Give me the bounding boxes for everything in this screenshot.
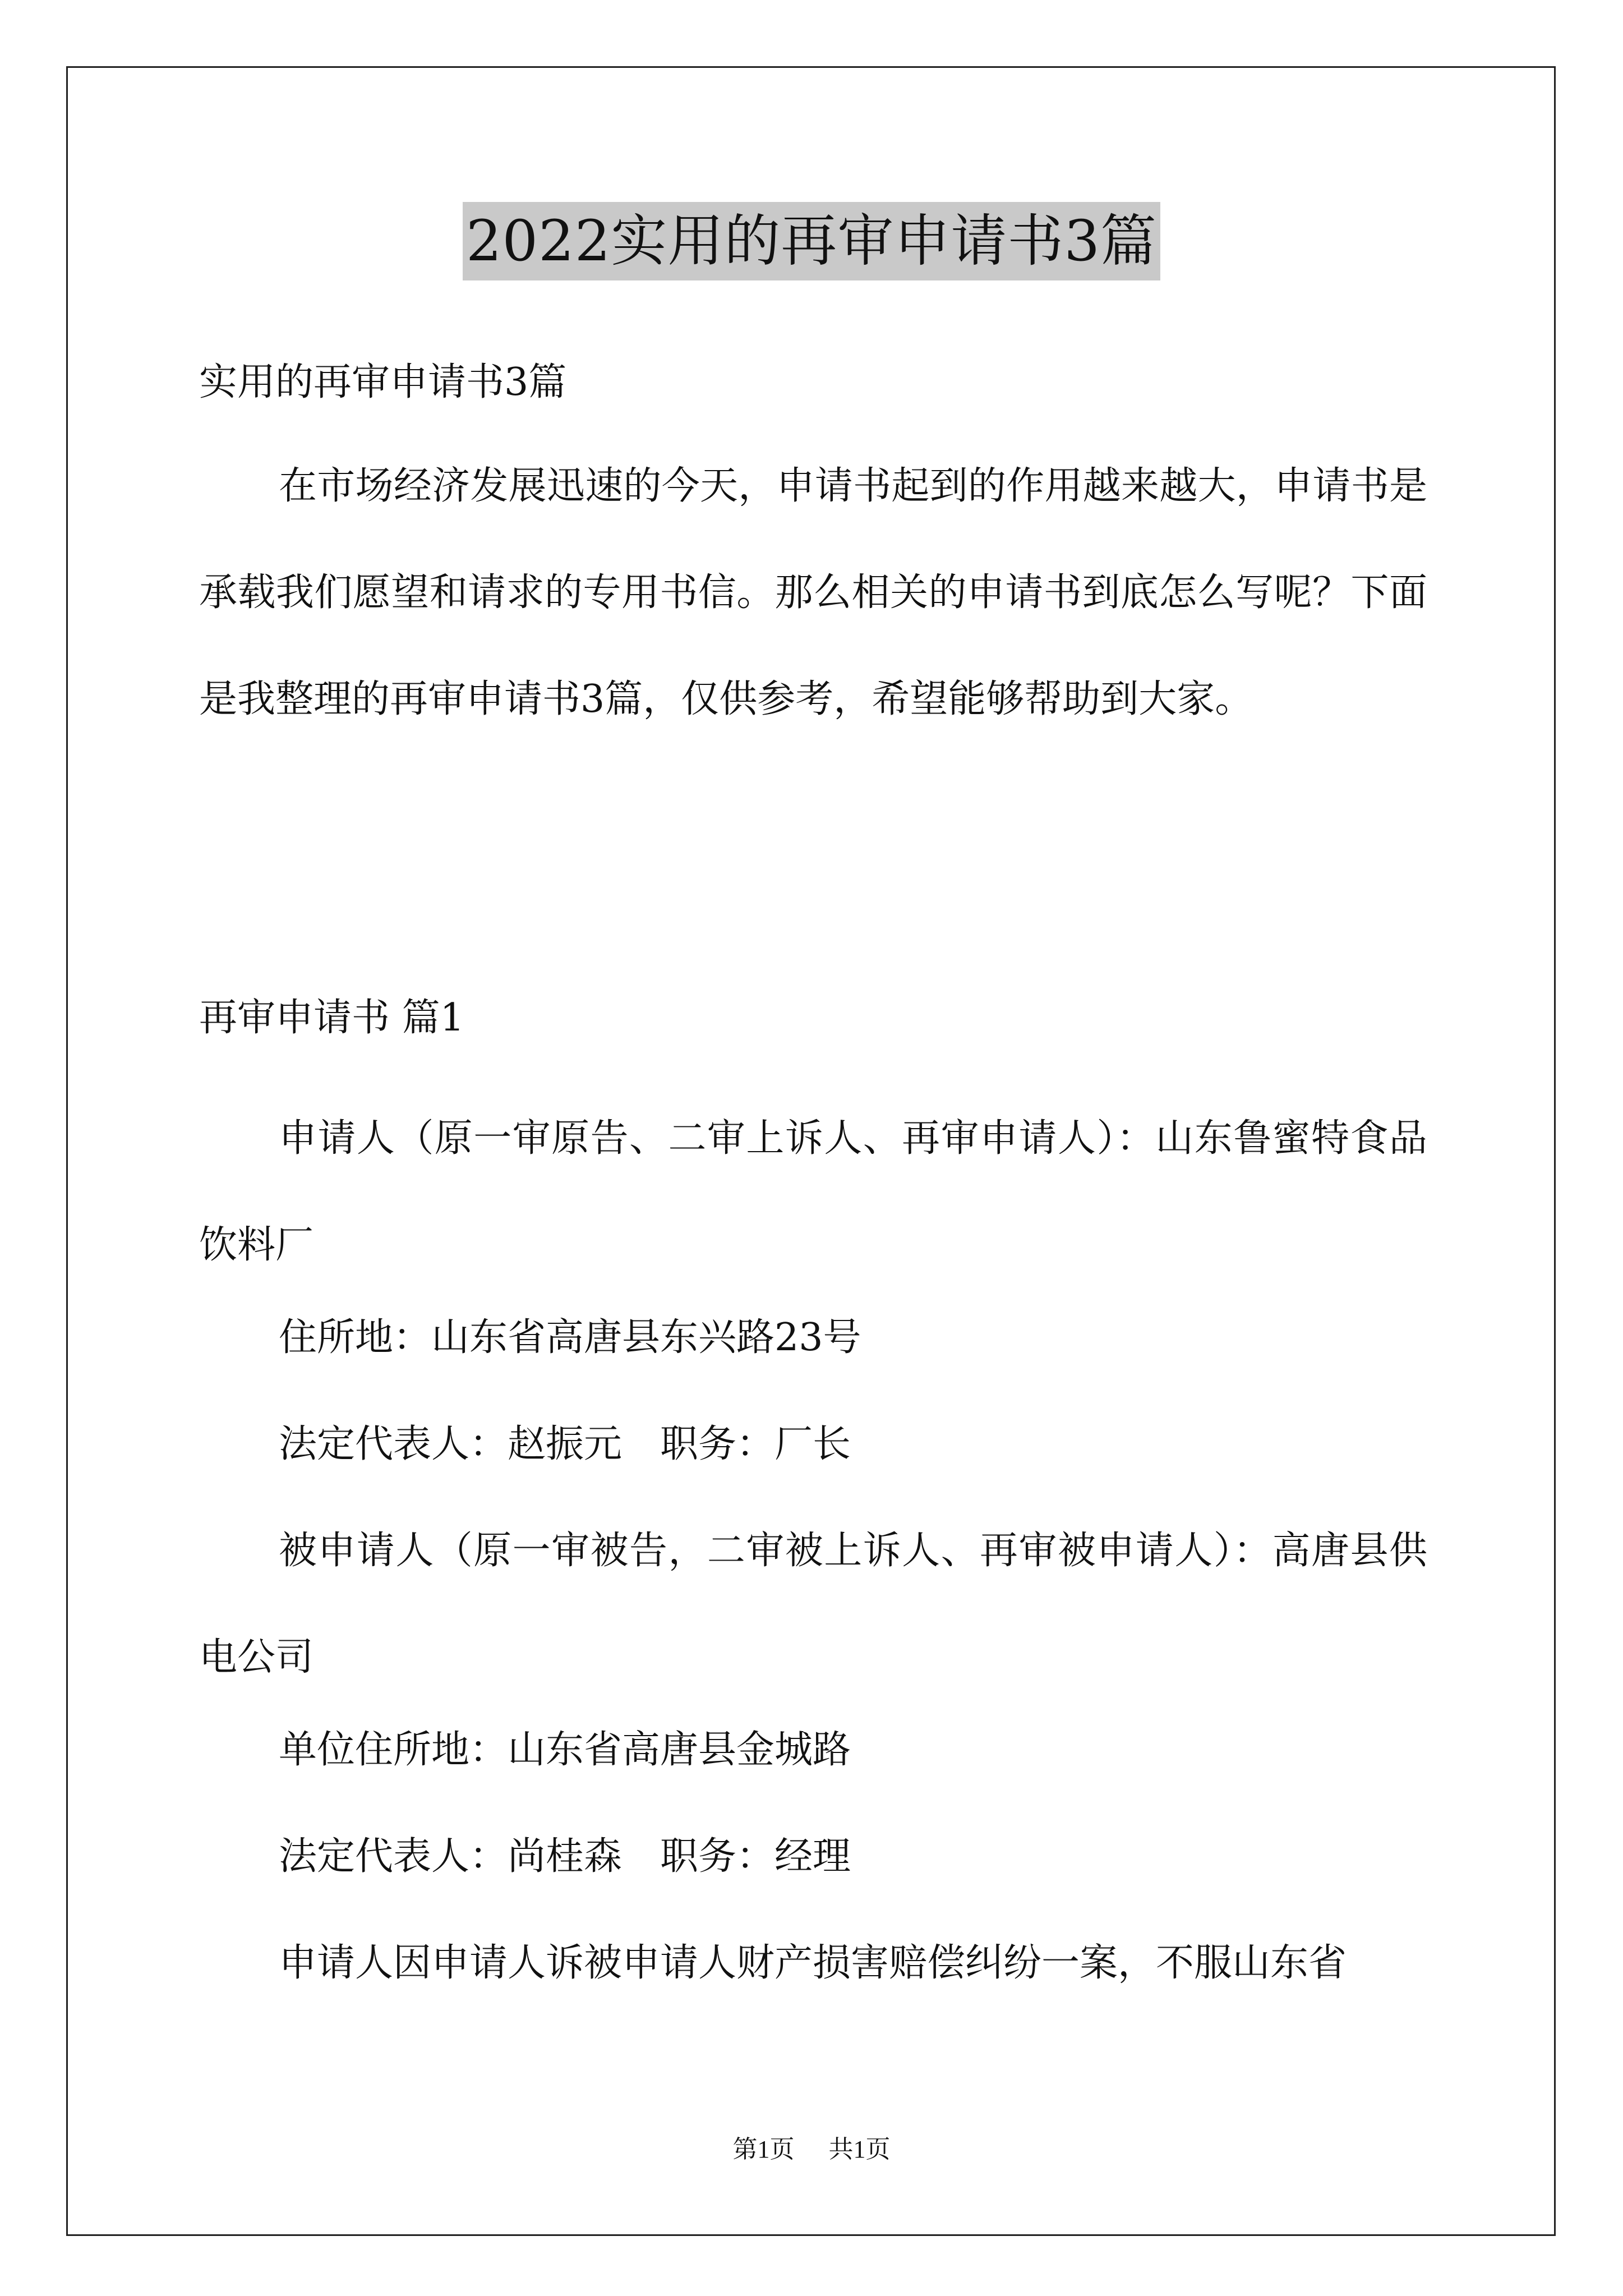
page-number: 第1页 — [732, 2136, 795, 2163]
respondent-address-line: 单位住所地：山东省高唐县金城路 — [279, 1728, 851, 1772]
legal-rep-line-1: 法定代表人：赵振元 职务：厂长 — [279, 1422, 851, 1466]
subtitle: 实用的再审申请书3篇 — [199, 360, 567, 404]
intro-paragraph: 在市场经济发展迅速的今天，申请书起到的作用越来越大，申请书是承载我们愿望和请求的专用书信。那么相关的申请书到底怎么写呢？下面是我整理的再审申请书3篇，仅供参考，希望能够帮助到大家。 — [199, 464, 1427, 721]
document-title: 2022实用的再审申请书3篇 — [463, 202, 1160, 280]
case-paragraph: 申请人因申请人诉被申请人财产损害赔偿纠纷一案，不服山东省 — [279, 1941, 1347, 1985]
applicant-paragraph: 申请人（原一审原告、二审上诉人、再审申请人）：山东鲁蜜特食品饮料厂 — [199, 1116, 1427, 1267]
page-footer — [0, 2129, 1623, 2165]
legal-rep-line-2: 法定代表人：尚桂森 职务：经理 — [279, 1834, 851, 1879]
respondent-paragraph: 被申请人（原一审被告，二审被上诉人、再审被申请人）：高唐县供电公司 — [199, 1529, 1427, 1680]
page-total: 共1页 — [828, 2136, 891, 2163]
section-heading: 再审申请书 篇1 — [199, 996, 464, 1040]
title-container — [0, 202, 1623, 280]
address-line: 住所地：山东省高唐县东兴路23号 — [279, 1315, 861, 1360]
